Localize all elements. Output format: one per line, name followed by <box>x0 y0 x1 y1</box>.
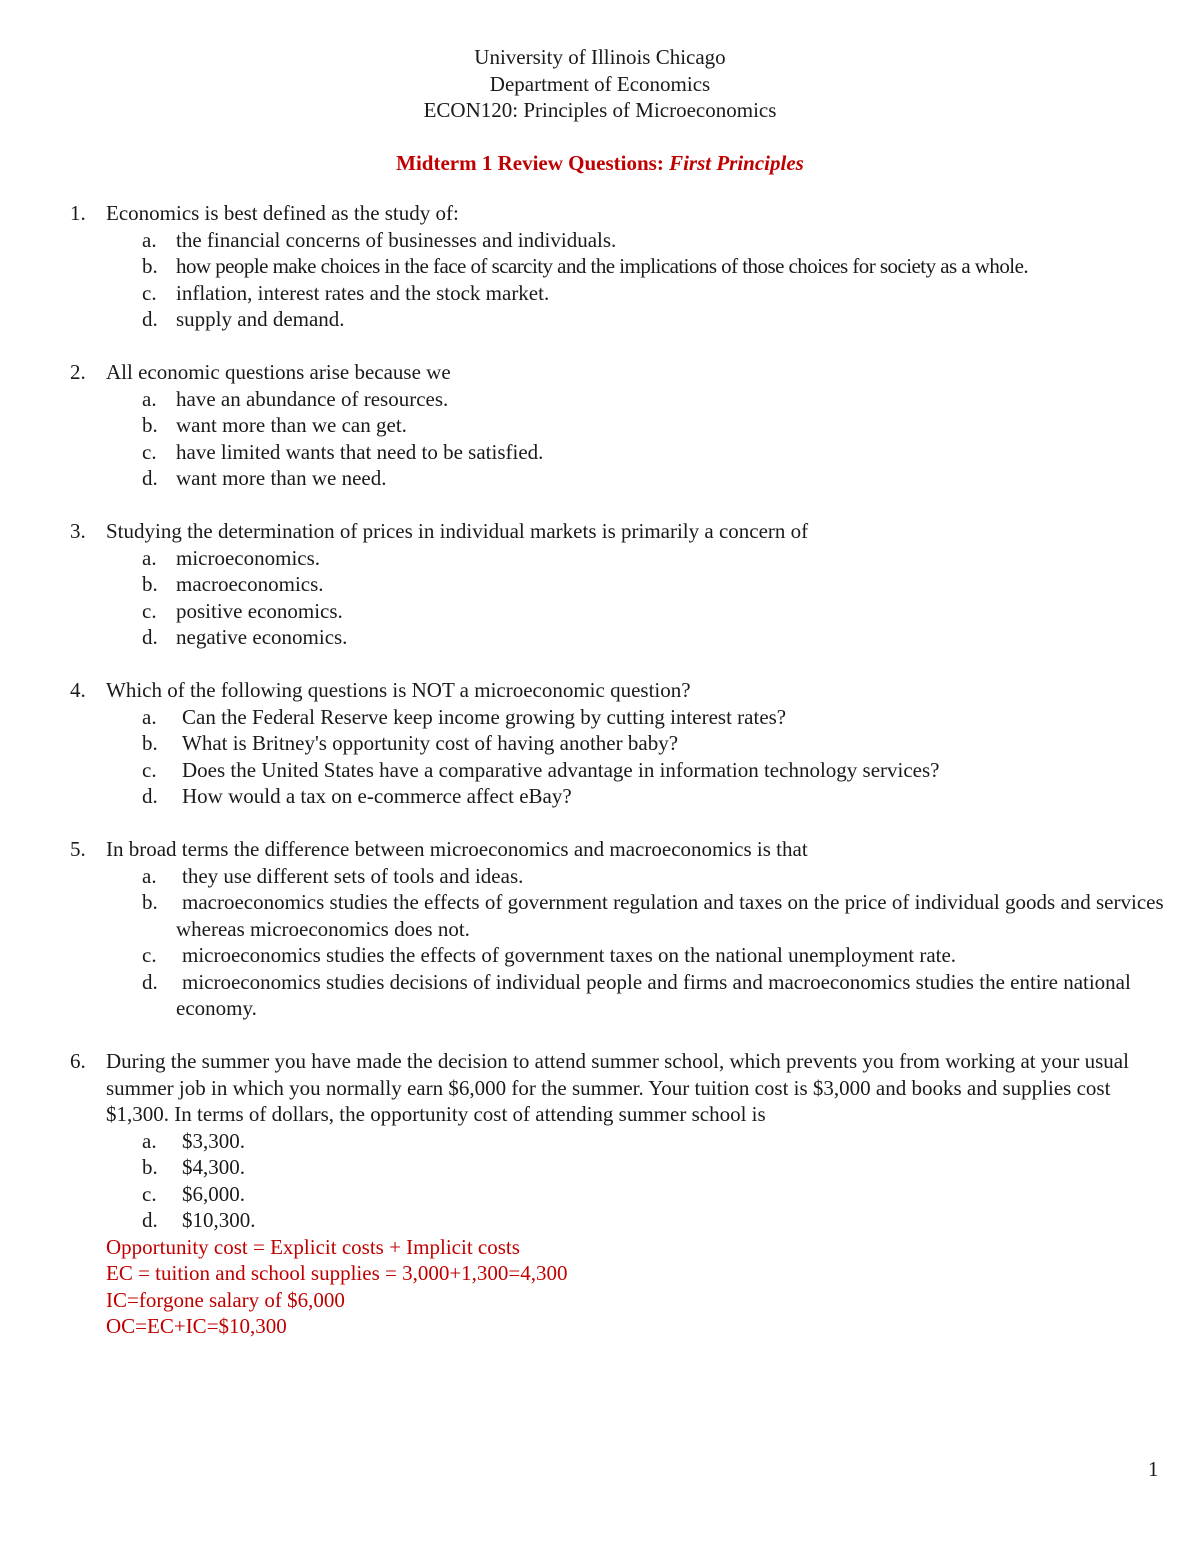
option-a <box>106 863 1176 890</box>
question-number: 3. <box>70 519 86 543</box>
option-text: inflation, interest rates and the stock market. <box>176 280 550 305</box>
question-stem: Economics is best defined as the study of: <box>106 201 459 225</box>
option-label: b. <box>142 254 158 278</box>
option-list <box>106 704 1176 810</box>
option-text: negative economics. <box>176 625 348 649</box>
option-c <box>106 280 1176 307</box>
question-stem: During the summer you have made the decision to attend summer school, which prevents you from working at your usual summer job in which you normally earn $6,000 for the summer. Your tuition cost is $3,000 and books and supplies cost $1,300. In terms of dollars, the opportunity cost of attending summer school is <box>106 1049 1129 1126</box>
option-c <box>106 942 1176 969</box>
option-label: c. <box>142 757 157 782</box>
option-label: b. <box>142 572 158 596</box>
option-list <box>106 863 1176 1022</box>
question-number: 6. <box>70 1049 86 1073</box>
option-text-content: macroeconomics studies the effects of government regulation and taxes on the price of individual goods and services whereas microeconomics does not. <box>176 890 1164 941</box>
option-b <box>106 412 1176 439</box>
option-a <box>106 1128 1176 1155</box>
option-text: macroeconomics. <box>176 572 324 596</box>
option-text: microeconomics. <box>176 545 321 570</box>
option-text: $6,000. <box>182 1181 245 1206</box>
option-b <box>106 889 1176 942</box>
option-label: d. <box>142 969 158 994</box>
option-text: supply and demand. <box>176 307 345 331</box>
option-text: microeconomics studies the effects of government taxes on the national unemployment rate. <box>182 943 957 967</box>
option-label: c. <box>142 1181 157 1206</box>
option-label: c. <box>142 439 157 464</box>
question-number: 2. <box>70 360 86 384</box>
option-list <box>106 386 1176 492</box>
question-number: 4. <box>70 678 86 702</box>
option-label: d. <box>142 307 158 331</box>
course-name: ECON120: Principles of Microeconomics <box>423 98 777 122</box>
option-text: $4,300. <box>182 1155 245 1179</box>
option-label: c. <box>142 598 157 623</box>
option-text: they use different sets of tools and ideas. <box>182 863 524 888</box>
option-label: b. <box>142 890 158 914</box>
option-a <box>106 704 1176 731</box>
option-text <box>176 969 1176 1022</box>
option-d <box>106 624 1176 651</box>
option-b <box>106 730 1176 757</box>
option-label: d. <box>142 784 158 808</box>
option-text: have limited wants that need to be satisfied. <box>176 439 544 464</box>
option-d <box>106 306 1176 333</box>
option-d <box>106 969 1176 1022</box>
option-text: Does the United States have a comparative advantage in information technology services? <box>182 757 940 782</box>
option-text: How would a tax on e-commerce affect eBay? <box>182 784 572 808</box>
question-1 <box>66 200 1176 333</box>
question-stem: Studying the determination of prices in individual markets is primarily a concern of <box>106 519 809 543</box>
option-text <box>176 889 1176 942</box>
question-stem: All economic questions arise because we <box>106 360 451 384</box>
question-stem: Which of the following questions is NOT a microeconomic question? <box>106 678 691 702</box>
answer-line: OC=EC+IC=$10,300 <box>106 1314 287 1338</box>
option-label: d. <box>142 625 158 649</box>
option-label: a. <box>142 1128 157 1153</box>
answer-line: Opportunity cost = Explicit costs + Implicit costs <box>106 1234 520 1259</box>
title-main: Midterm 1 Review Questions: <box>396 150 670 175</box>
option-list <box>106 545 1176 651</box>
option-list <box>106 227 1176 333</box>
option-a <box>106 386 1176 413</box>
department-name: Department of Economics <box>489 71 711 96</box>
option-text-content: microeconomics studies decisions of individual people and firms and macroeconomics studies the entire national economy. <box>176 969 1131 1020</box>
question-3 <box>66 518 1176 651</box>
question-number: 1. <box>70 201 86 225</box>
option-label: a. <box>142 545 157 570</box>
question-stem: In broad terms the difference between microeconomics and macroeconomics is that <box>106 837 808 861</box>
option-a <box>106 545 1176 572</box>
option-d <box>106 783 1176 810</box>
option-label: d. <box>142 1208 158 1232</box>
page-number: 1 <box>1148 1457 1159 1481</box>
option-label: c. <box>142 943 157 967</box>
option-text: positive economics. <box>176 598 343 623</box>
option-label: b. <box>142 1155 158 1179</box>
answer-line: EC = tuition and school supplies = 3,000+1,300=4,300 <box>106 1261 568 1285</box>
option-c <box>106 439 1176 466</box>
option-text: Can the Federal Reserve keep income growing by cutting interest rates? <box>182 704 787 729</box>
university-name: University of Illinois Chicago <box>474 45 726 69</box>
document-header <box>0 44 1200 176</box>
option-label: b. <box>142 731 158 755</box>
page-title <box>0 150 1200 177</box>
question-list <box>66 200 1176 1366</box>
option-b <box>106 253 1176 280</box>
option-d <box>106 1207 1176 1234</box>
answer-line: IC=forgone salary of $6,000 <box>106 1287 345 1312</box>
option-text: want more than we can get. <box>176 413 407 437</box>
option-b <box>106 1154 1176 1181</box>
option-label: a. <box>142 227 157 252</box>
option-label: c. <box>142 280 157 305</box>
option-a <box>106 227 1176 254</box>
question-2 <box>66 359 1176 492</box>
option-c <box>106 757 1176 784</box>
option-label: d. <box>142 466 158 490</box>
question-5 <box>66 836 1176 1022</box>
option-c <box>106 1181 1176 1208</box>
question-number: 5. <box>70 837 86 861</box>
option-label: a. <box>142 704 157 729</box>
option-label: a. <box>142 386 157 411</box>
option-c <box>106 598 1176 625</box>
option-d <box>106 465 1176 492</box>
question-4 <box>66 677 1176 810</box>
title-italic: First Principles <box>669 150 804 175</box>
option-label: a. <box>142 863 157 888</box>
option-text: $3,300. <box>182 1128 245 1153</box>
option-text: how people make choices in the face of scarcity and the implications of those choices for society as a whole. <box>176 254 1029 278</box>
option-text: $10,300. <box>182 1208 256 1232</box>
option-label: b. <box>142 413 158 437</box>
option-list <box>106 1128 1176 1234</box>
question-6 <box>66 1048 1176 1340</box>
option-text: want more than we need. <box>176 466 387 490</box>
option-text: have an abundance of resources. <box>176 386 449 411</box>
option-b <box>106 571 1176 598</box>
answer-explanation <box>106 1234 1176 1340</box>
option-text: What is Britney's opportunity cost of having another baby? <box>182 731 679 755</box>
option-text: the financial concerns of businesses and individuals. <box>176 227 617 252</box>
